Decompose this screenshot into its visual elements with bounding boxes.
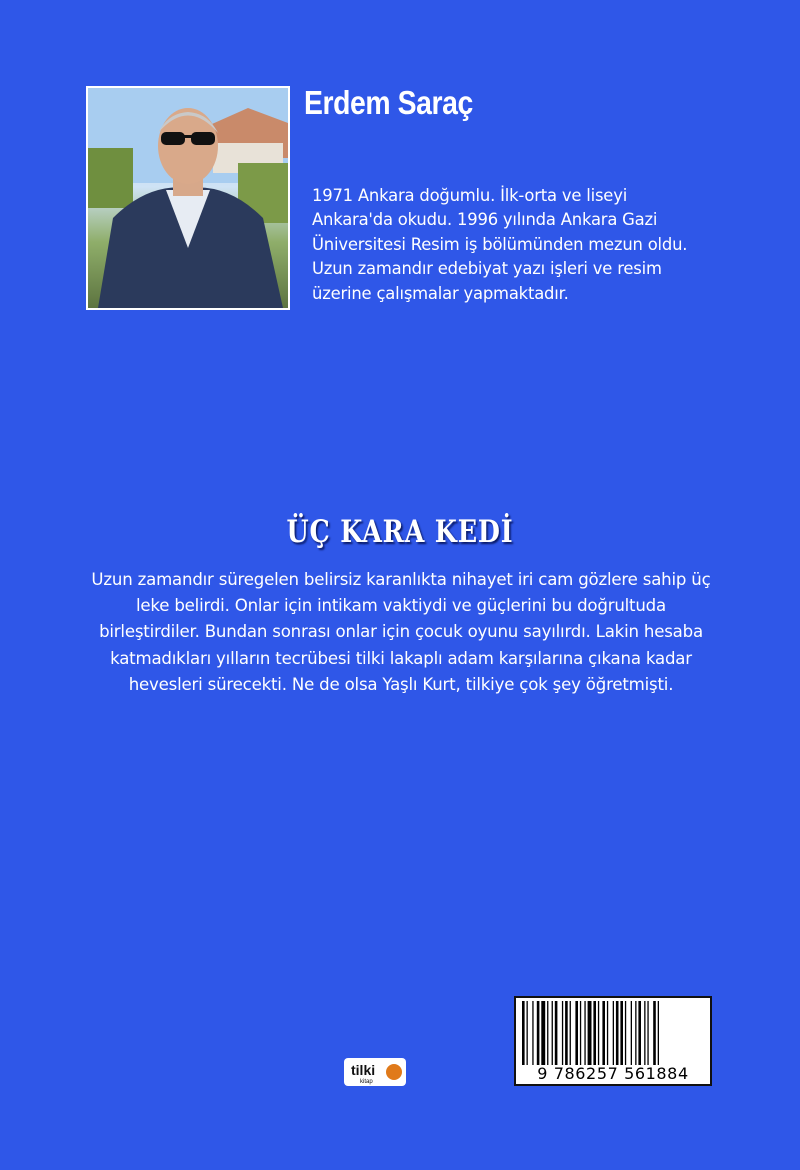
svg-text:kitap: kitap [360, 1079, 373, 1085]
author-portrait-illustration [88, 88, 288, 308]
publisher-logo-mark [344, 1058, 406, 1086]
svg-text:tilki: tilki [351, 1062, 376, 1078]
author-photo [86, 86, 290, 310]
isbn-number: 9 786257 561884 [516, 1065, 710, 1083]
author-bio: 1971 Ankara doğumlu. İlk-orta ve liseyi Ankara'da okudu. 1996 yılında Ankara Gazi Üniversitesi Resim iş bölümünden mezun oldu. Uzun zamandır edebiyat yazı işleri ve resim üzerine çalışmalar yapmaktadır. [312, 186, 688, 303]
book-title: ÜÇ KARA KEDİ [286, 514, 514, 550]
publisher-logo [344, 1058, 406, 1086]
author-name: Erdem Saraç [304, 84, 473, 121]
barcode-bars [520, 1001, 708, 1065]
book-blurb: Uzun zamandır süregelen belirsiz karanlıkta nihayet iri cam gözlere sahip üç leke belirdi. Onlar için intikam vaktiydi ve güçlerini bu doğrultuda birleştirdiler. Bundan sonrası onlar için çocuk oyunu sayılırdı. Lakin hesaba katmadıkları yılların tecrübesi tilki lakaplı adam karşılarına çıkana kadar hevesleri sürecekti. Ne de olsa Yaşlı Kurt, tilkiye çok şey öğretmişti. [91, 570, 711, 694]
barcode [514, 996, 712, 1086]
